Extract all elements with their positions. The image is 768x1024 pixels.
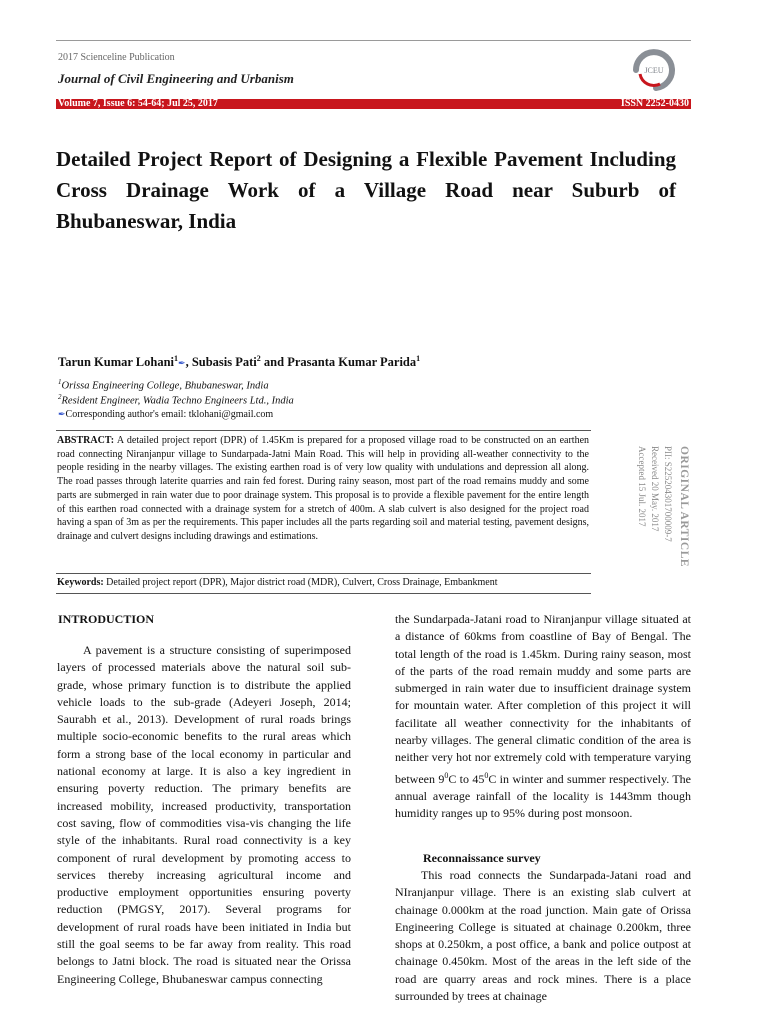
corresponding-email[interactable]: tklohani@gmail.com	[188, 409, 274, 420]
author-name: Prasanta Kumar Parida	[287, 355, 417, 370]
author-affil-sup: 1	[174, 354, 179, 363]
received-date: Received 20 May. 2017	[650, 446, 660, 532]
email-icon: ✒	[178, 358, 186, 369]
section-heading-reconnaissance: Reconnaissance survey	[423, 851, 541, 865]
author-list: Tarun Kumar Lohani$^1$✒, Subasis Pati$^2$ and Prasanta Kumar Parida$^1$	[58, 354, 421, 370]
jceu-logo-icon	[626, 44, 682, 96]
corresponding-label: Corresponding author's email:	[65, 409, 187, 420]
author-name: Tarun Kumar Lohani	[58, 355, 175, 370]
author-affil-sup: 2	[256, 354, 261, 363]
issn: ISSN 2252-0430	[620, 98, 689, 109]
issue-info: Volume 7, Issue 6: 54-64; Jul 25, 2017	[58, 98, 218, 109]
abstract-text: A detailed project report (DPR) of 1.45Km is prepared for a proposed village road to be constructed on an earthen road connecting Niranjanpur village to Sundarpada-Jatni Main Road. This will help in providing all-weather connectivity to the people residing in the nearby villages. The existing earthen road is of very low quality with undulations and depression all along. The road passes through laterite quarries and rain fed forest. During rainy season, most part of the road remains muddy and some parts are submerged in rain water due to poor drainage system. This proposal is to provide a flexible pavement for the entire length of this earthen road connected with a drainage system for a stretch of 400m. A slab culvert is also designed for the project road having a span of 3m as per the requirements. This paper includes all the parts regarding soil and material testing, pavement designs, drainage and culvert designs including drawings and estimations.	[57, 435, 590, 542]
corresponding-author	[58, 409, 273, 420]
abstract-rule-mid	[56, 573, 591, 574]
introduction-paragraph: A pavement is a structure consisting of superimposed layers of processed materials above the natural soil sub-grade, whose primary function is to distribute the applied vehicle loads to the sub-grade (Adeyeri Joseph, 2014; Saurabh et al., 2013). Development of rural roads brings multiple socio-economic benefits to the rural areas which form a strong base of the local economy in particular and national economy at large. It is also a key ingredient in ensuring poverty reduction. The primary benefits are increased mobility, increased productivity, transportation cost saving, flow of commodities visa-vis changing the life style of the inhabitants. Rural road connectivity is a key component of rural development by promoting access to services thereby increasing agricultural income and productive employment opportunities ensuring poverty reduction (PMGSY, 2017). Several programs for development of rural roads have been initiated in India but still the goal seems to be far away from reality. This road belongs to Jatni block. The road is situated near the Orissa Engineering College, Bhubaneswar campus connecting	[57, 643, 351, 986]
affiliation: $^2$Resident Engineer, Wadia Techno Engineers Ltd., India	[58, 393, 294, 407]
keywords-text: Detailed project report (DPR), Major district road (MDR), Culvert, Cross Drainage, Embankment	[106, 577, 498, 588]
affiliation: $^1$Orissa Engineering College, Bhubaneswar, India	[58, 378, 269, 392]
article-side-info	[626, 446, 690, 574]
logo-text: JCEU	[644, 66, 664, 75]
author-affil-sup: 1	[416, 354, 421, 363]
email-icon: ✒	[58, 409, 66, 419]
publisher-line: 2017 Scienceline Publication	[58, 52, 175, 63]
article-pii: PII: S225204301700009-7	[663, 446, 673, 542]
author-name: Subasis Pati	[191, 355, 257, 370]
abstract-label: ABSTRACT:	[57, 435, 115, 446]
issue-bar	[56, 99, 691, 109]
keywords-label: Keywords:	[57, 577, 104, 588]
abstract-rule-top	[56, 430, 591, 431]
reconnaissance-paragraph: This road connects the Sundarpada-Jatani road and NIranjanpur village. There is an existing slab culvert at chainage 0.000km at the road junction. Main gate of Orissa Engineering College is situated at chainage 0.200km, three shops at 0.250km, a post office, a bank and police outpost at chainage 0.450km. Most of the areas in the left side of the road are quarry areas and rock mines. There is a place surrounded by trees at chainage	[395, 868, 691, 1004]
abstract	[57, 434, 589, 544]
paper-title: Detailed Project Report of Designing a Flexible Pavement Including Cross Drainage Work of a Village Road near Suburb of Bhubaneswar, India	[56, 147, 676, 233]
header-rule	[56, 40, 691, 41]
article-type: ORIGINAL ARTICLE	[678, 446, 690, 568]
abstract-rule-bottom	[56, 593, 591, 594]
section-heading-introduction: INTRODUCTION	[58, 612, 155, 626]
keywords	[57, 577, 592, 588]
accepted-date: Accepted 15 Jul. 2017	[637, 446, 647, 527]
introduction-paragraph-continued: the Sundarpada-Jatani road to Niranjanpur village situated at a distance of 60kms from coastline of Bay of Bengal. The total length of the road is 1.45km. During rainy season, most of the parts of the road remain muddy and some parts are submerged in rain water due to insufficient drainage system for mountain water. After completion of this project it will facilitate all weather connectivity for the inhabitants of nearby villages. The general climatic condition of the area is neither very hot nor extremely cold with temperature varying between $9^0C$ to $45^0C$ in winter and summer respectively. The annual average rainfall of the locality is 1443mm though humidity ranges up to 95% during post monsoon.	[395, 612, 691, 821]
journal-name: Journal of Civil Engineering and Urbanism	[58, 71, 294, 86]
